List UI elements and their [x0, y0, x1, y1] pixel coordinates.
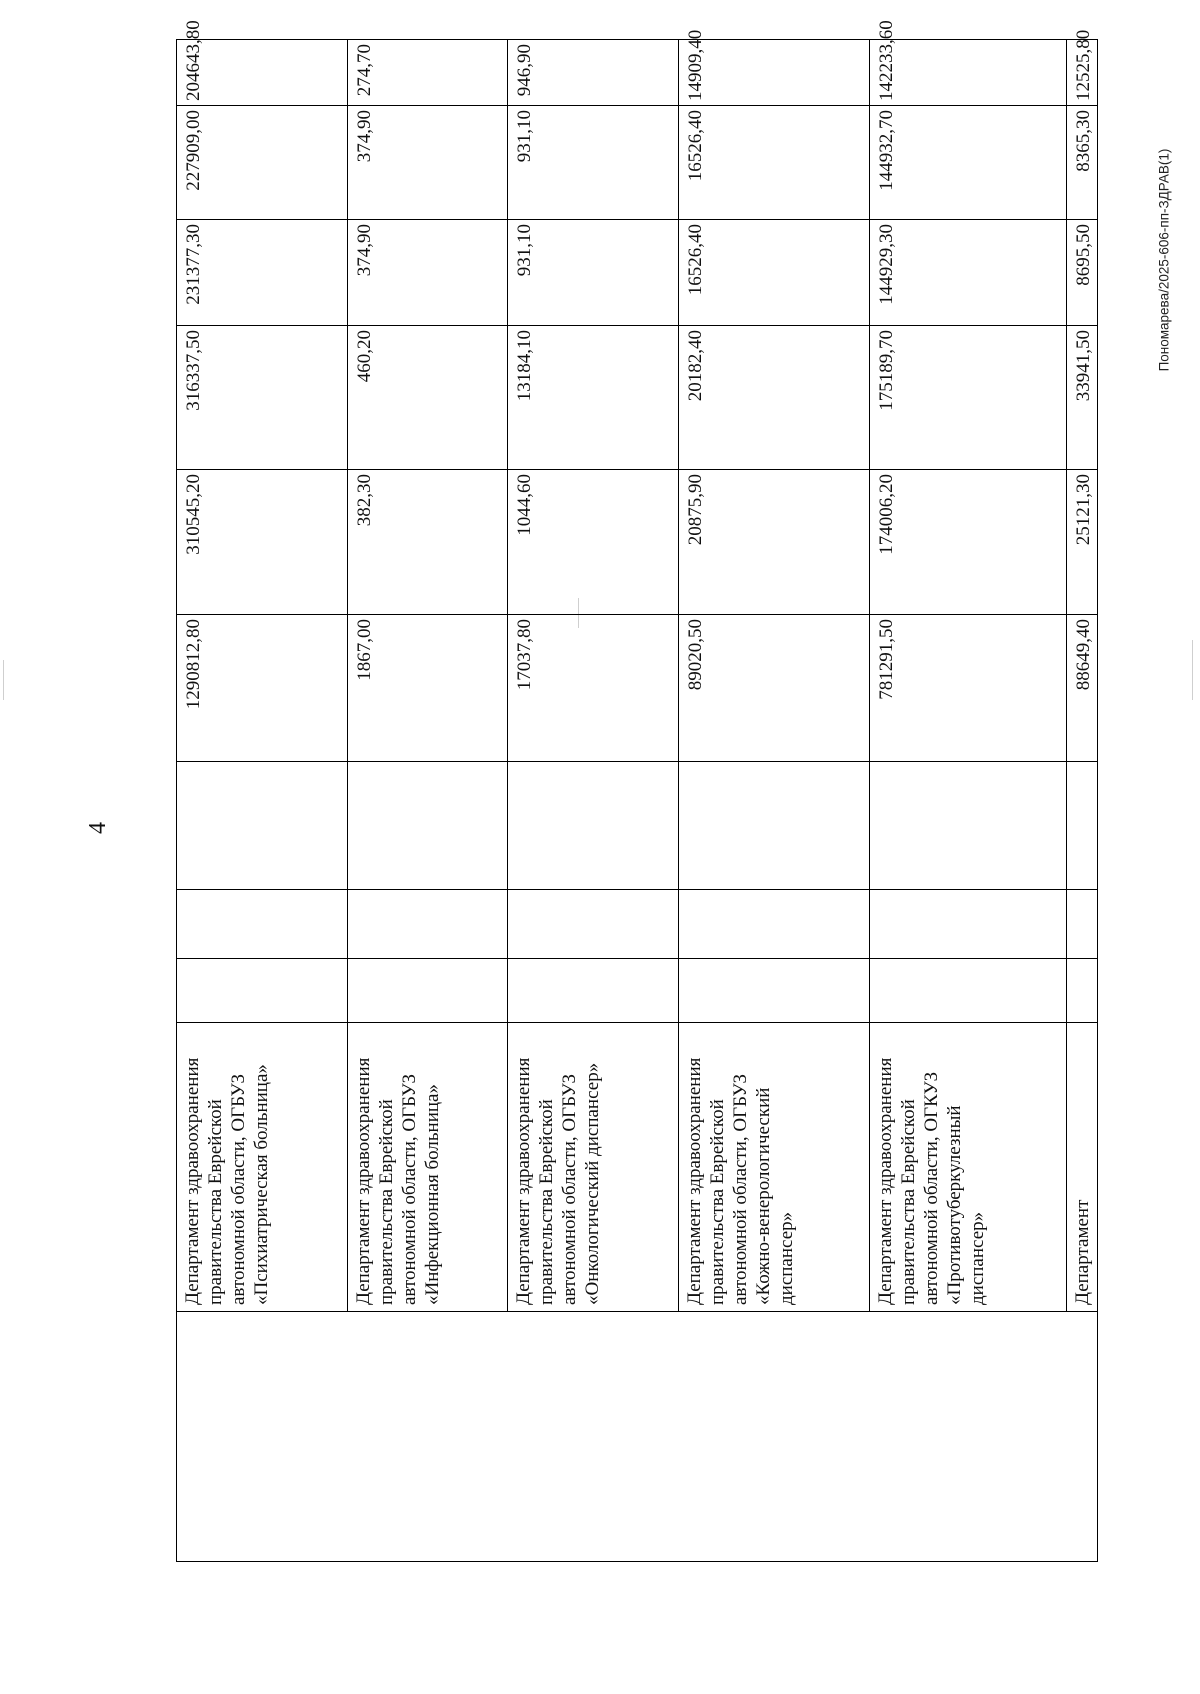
empty-cell — [870, 890, 1067, 959]
value-cell: 460,20 — [347, 326, 507, 470]
empty-cell — [508, 959, 679, 1023]
value-cell: 144932,70 — [870, 106, 1067, 220]
row-name: Департамент — [1066, 1023, 1097, 1312]
value-cell: 382,30 — [347, 470, 507, 615]
value-cell: 204643,80 — [177, 40, 348, 106]
value-total: 1867,00 — [347, 615, 507, 762]
empty-cell — [347, 890, 507, 959]
row-name: Департамент здравоохранения правительства Еврейской автономной области, ОГКУЗ «Противотуберкулезный диспансер» — [870, 1023, 1067, 1312]
empty-cell — [177, 959, 348, 1023]
empty-cell — [347, 959, 507, 1023]
footer-code: Пономарева/2025-606-пп-ЗДРАВ(1) — [1156, 148, 1172, 372]
value-cell: 374,90 — [347, 220, 507, 326]
page-number: 4 — [85, 822, 111, 834]
value-cell: 274,70 — [347, 40, 507, 106]
value-cell: 931,10 — [508, 220, 679, 326]
budget-table-rotated — [176, 20, 1098, 1562]
value-total: 781291,50 — [870, 615, 1067, 762]
empty-cell — [678, 762, 869, 890]
empty-cell — [1066, 890, 1097, 959]
empty-cell — [870, 762, 1067, 890]
value-cell: 12525,80 — [1066, 40, 1097, 106]
empty-cell — [870, 959, 1067, 1023]
value-cell: 13184,10 — [508, 326, 679, 470]
value-total: 88649,40 — [1066, 615, 1097, 762]
value-total: 1290812,80 — [177, 615, 348, 762]
value-cell: 16526,40 — [678, 220, 869, 326]
empty-cell — [177, 762, 348, 890]
value-cell: 316337,50 — [177, 326, 348, 470]
row-name: Департамент здравоохранения правительства Еврейской автономной области, ОГБУЗ «Инфекционная больница» — [347, 1023, 507, 1312]
value-cell: 16526,40 — [678, 106, 869, 220]
row-name: Департамент здравоохранения правительства Еврейской автономной области, ОГБУЗ «Онкологический диспансер» — [508, 1023, 679, 1312]
empty-cell — [678, 959, 869, 1023]
value-cell: 946,90 — [508, 40, 679, 106]
value-total: 17037,80 — [508, 615, 679, 762]
value-cell: 1044,60 — [508, 470, 679, 615]
value-cell: 8365,30 — [1066, 106, 1097, 220]
value-cell: 20182,40 — [678, 326, 869, 470]
value-cell: 14909,40 — [678, 40, 869, 106]
empty-cell — [678, 890, 869, 959]
empty-cell — [1066, 959, 1097, 1023]
row-name: Департамент здравоохранения правительства Еврейской автономной области, ОГБУЗ «Кожно-венерологический диспансер» — [678, 1023, 869, 1312]
value-cell: 310545,20 — [177, 470, 348, 615]
value-cell: 142233,60 — [870, 40, 1067, 106]
value-cell: 931,10 — [508, 106, 679, 220]
value-cell: 33941,50 — [1066, 326, 1097, 470]
table-row — [177, 40, 348, 1562]
empty-cell — [508, 890, 679, 959]
empty-cell — [177, 890, 348, 959]
value-cell: 374,90 — [347, 106, 507, 220]
value-cell: 175189,70 — [870, 326, 1067, 470]
value-cell: 231377,30 — [177, 220, 348, 326]
empty-cell — [508, 762, 679, 890]
value-cell: 144929,30 — [870, 220, 1067, 326]
budget-table — [176, 20, 1098, 1562]
value-total: 89020,50 — [678, 615, 869, 762]
value-cell: 174006,20 — [870, 470, 1067, 615]
merged-cell — [177, 1312, 1098, 1562]
row-name: Департамент здравоохранения правительства Еврейской автономной области, ОГБУЗ «Психиатрическая больница» — [177, 1023, 348, 1312]
value-cell: 227909,00 — [177, 106, 348, 220]
empty-cell — [1066, 762, 1097, 890]
value-cell: 20875,90 — [678, 470, 869, 615]
empty-cell — [347, 762, 507, 890]
value-cell: 25121,30 — [1066, 470, 1097, 615]
value-cell: 8695,50 — [1066, 220, 1097, 326]
